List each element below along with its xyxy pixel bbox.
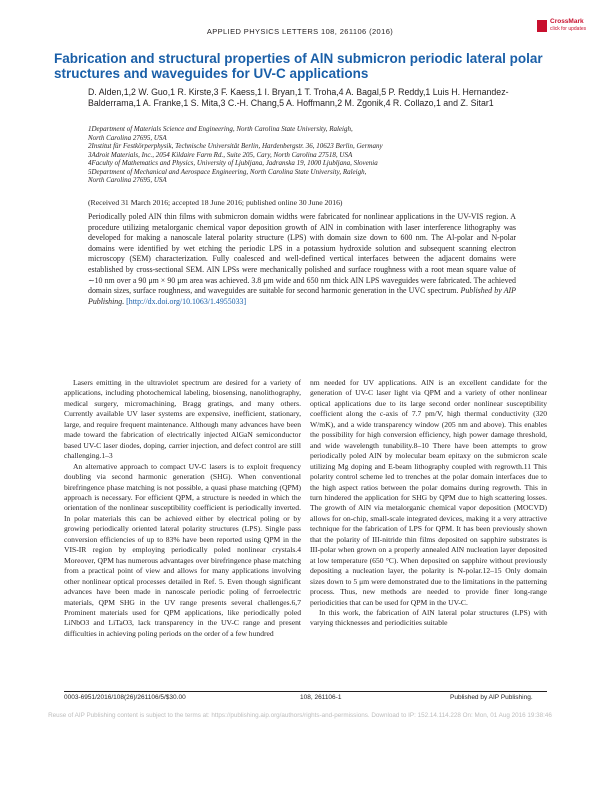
crossmark-logo-sub: click for updates (550, 26, 587, 32)
body-paragraph: An alternative approach to compact UV-C lasers is to exploit frequency doubling via second harmonic generation (SHG). When conventional birefringence phase matching is not possible, a quasi phase matching (QPM) approach is necessary. For efficient QPM, a structure is needed in which the orientation of the nonlinear susceptibility coefficient is periodically inverted. In polar materials this can be achieved either by electrical poling or by growing periodically oriented lateral polarity structures (LPS). Single pass conversion efficiencies of up to 83% have been reported using QPM in the VIS-IR region by employing periodically poled nonlinear crystals.4 Moreover, QPM has numerous advantages over birefringence phase matching from a practical point of view and allows for many applications involving other nonlinear optical processes detailed in Ref. 5. Even though significant advances have been made in nanoscale periodic poling of ferroelectric materials, QPM SHG in the UV range presents several challenges.6,7 Prominent materials used for QPM applications, like periodically poled LiNbO3 and LiTaO3, lack transparency in the UV-C range and present difficulties in achieving poling periods on the order of a few hundred (64, 461, 301, 638)
abstract-publisher: Published by AIP Publishing. (88, 286, 516, 306)
body-column-left (64, 378, 301, 639)
body-column-right (310, 378, 547, 629)
body-paragraph: Lasers emitting in the ultraviolet spectrum are desired for a variety of applications, including photochemical labeling, biosensing, nanolithography, medical surgery, micromachining, Bragg gratings, and many others. Currently available UV laser systems are expensive, inefficient, stationary, large, and require frequent maintenance. Although many advances have been made toward the fabrication of electrically injected AlGaN semiconductor based UV-C laser diodes, doping, carrier injection, and defect control are still challenging.1–3 (64, 378, 301, 461)
received-dates: (Received 31 March 2016; accepted 18 June 2016; published online 30 June 2016) (88, 198, 343, 207)
abstract (88, 212, 516, 307)
abstract-text: Periodically poled AlN thin films with submicron domain widths were fabricated for nonlinear applications in the UV-VIS region. A procedure utilizing metalorganic chemical vapor deposition growth of AlN in combination with laser interference lithography was developed for making a nanoscale lateral polarity structure (LPS) with domain size down to 600 nm. The Al-polar and N-polar domains were identified by wet etching the periodic LPS in a potassium hydroxide solution and subsequent scanning electron microscopy (SEM) characterization. Fully coalesced and well-defined vertical interfaces between the adjacent domains were established by cross-sectional SEM. AlN LPSs were mechanically polished and surface roughness with a root mean square value of ∼10 nm over a 90 μm × 90 μm area was achieved. 3.8 μm wide and 650 nm thick AlN LPS waveguides were fabricated. The achieved domain sizes, surface roughness, and waveguides are suitable for second harmonic generation in the UVC spectrum. (88, 212, 516, 296)
affiliation-line: 3Adroit Materials, Inc., 2054 Kildaire Farm Rd., Suite 205, Cary, North Carolina 27518, USA (88, 150, 353, 159)
affiliation-line: 1Department of Materials Science and Engineering, North Carolina State University, Raleigh, (88, 125, 353, 133)
affiliation-line: 2Institut für Festkörperphysik, Technische Universität Berlin, Hardenbergstr. 36, 10623 Berlin, Germany (88, 142, 383, 150)
footer-publisher: Published by AIP Publishing. (450, 694, 533, 701)
footer-issn: 0003-6951/2016/108(26)/261106/5/$30.00 (64, 694, 186, 701)
doi-link[interactable]: [http://dx.doi.org/10.1063/1.4955033] (126, 296, 247, 306)
body-paragraph: In this work, the fabrication of AlN lateral polar structures (LPS) with varying thicknesses and periodicities suitable (310, 607, 547, 628)
affiliation-line: 4Faculty of Mathematics and Physics, University of Ljubljana, Jadranska 19, 1000 Ljubljana, Slovenia (88, 159, 378, 167)
crossmark-logo-text: CrossMark (550, 18, 584, 25)
affiliation-line: North Carolina 27695, USA (88, 133, 167, 142)
affiliations (88, 125, 528, 185)
crossmark-logo[interactable] (537, 18, 589, 48)
crossmark-icon (537, 20, 547, 32)
article-title: Fabrication and structural properties of AlN submicron periodic lateral polar structures and waveguides for UV-C applications (54, 51, 543, 81)
affiliation-line: 5Department of Mechanical and Aerospace Engineering, North Carolina State University, Raleigh, (88, 167, 367, 176)
reuse-watermark: Reuse of AIP Publishing content is subject to the terms at: https://publishing.aip.org/authors/rights-and-permissions. Download to IP: 152.14.114.228 On: Mon, 01 Aug 2016 19:38:46 (48, 712, 552, 719)
journal-header: APPLIED PHYSICS LETTERS 108, 261106 (2016) (206, 27, 394, 36)
body-paragraph: nm needed for UV applications. AlN is an excellent candidate for the generation of UV-C laser light via QPM and a variety of other nonlinear optical applications due to its large second order nonlinear susceptibility coefficient along the c-axis of 7.7 pm/V, high thermal conductivity (320 W/mK), and a wide transparency window (205 nm and above). This enables the possibility for high conversion efficiency, high power damage threshold, and wide wavelength tunability.8–10 There have been attempts to grow periodically poled AlN by molecular beam epitaxy on the submicron scale utilizing Mg doping and E-beam lithography coupled with regrowth.11 This polarity control scheme led to trenches at the polar domain interfaces due to the high aspect ratios between the polar domains during regrowth. This in turn hindered the application for SHG by QPM due to high scattering losses. The growth of AlN via metalorganic chemical vapor deposition (MOCVD) allows for on-chip, small-scale integrated devices, making it a very attractive technique for the fabrication of LPS for QPM. It has been previously shown that the polarity of III-nitride thin films deposited on sapphire substrates is III-polar when grown on a properly annealed AlN nucleation layer deposited at low temperature (650 °C). When deposited on sapphire without previously depositing a nucleation layer, the polarity is N-polar.12–15 Only domain sizes down to 5 μm were demonstrated due to the limitations in the patterning process. Thus, new methods are needed to provide finer long-range periodicities that can be used for QPM in the UV-C. (310, 378, 547, 607)
affiliation-line: North Carolina 27695, USA (88, 176, 167, 184)
footer-divider (64, 691, 547, 692)
author-list: D. Alden,1,2 W. Guo,1 R. Kirste,3 F. Kaess,1 I. Bryan,1 T. Troha,4 A. Bagal,5 P. Reddy,1 Luis H. Hernandez-Balderrama,1 A. Franke,1 S. Mita,3 C.-H. Chang,5 A. Hoffmann,2 M. Zgonik,4 R. Collazo,1 and Z. Sitar1 (88, 87, 509, 109)
footer-page-number: 108, 261106-1 (300, 694, 342, 701)
